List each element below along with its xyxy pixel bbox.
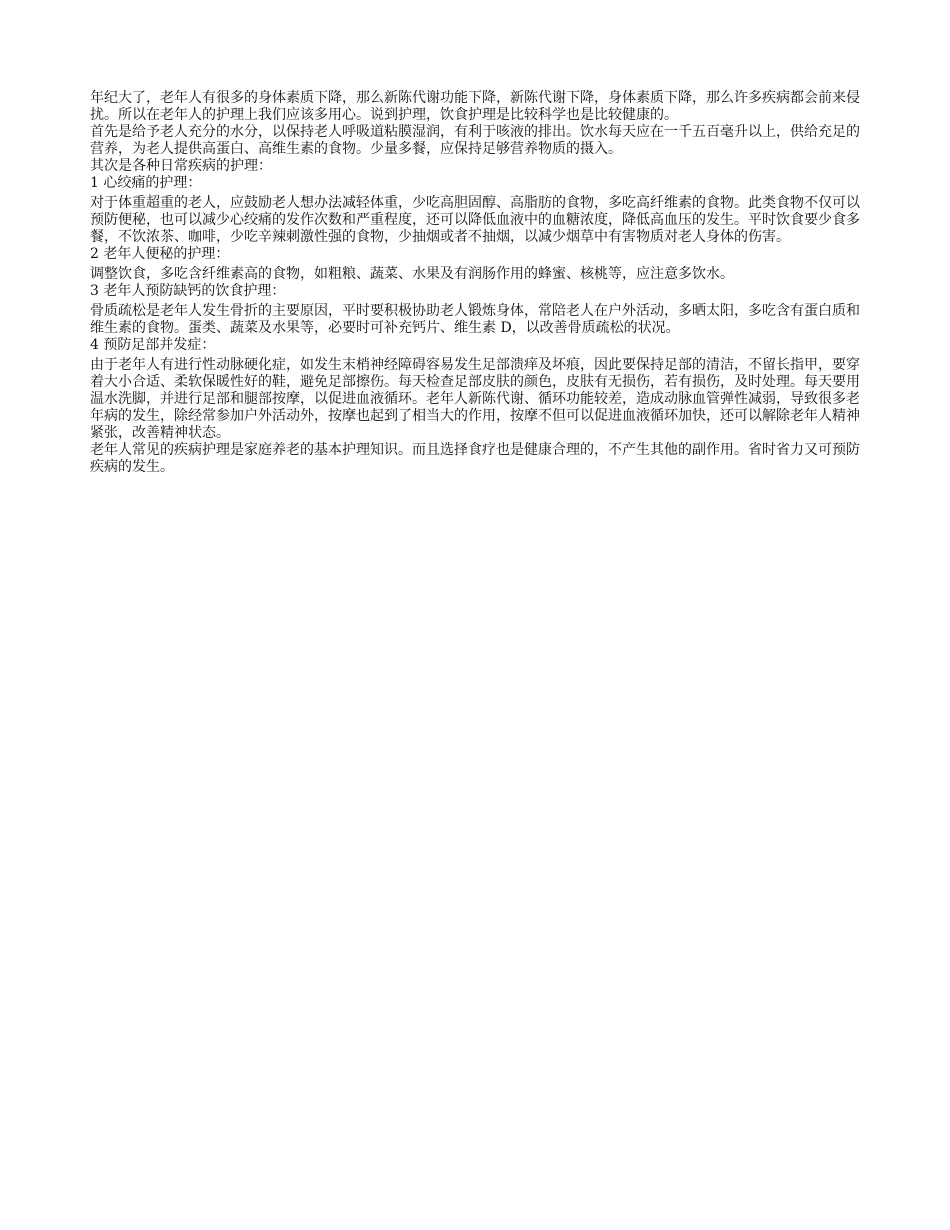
conclusion-paragraph: 老年人常见的疾病护理是家庭养老的基本护理知识。而且选择食疗也是健康合理的，不产生其他的副作用。省时省力又可预防疾病的发生。 [90,442,860,475]
section-heading-constipation: 2 老年人便秘的护理： [90,246,230,262]
intro-paragraph: 年纪大了，老年人有很多的身体素质下降，那么新陈代谢功能下降，新陈代谢下降，身体素质下降，那么许多疾病都会前来侵扰。所以在老年人的护理上我们应该多用心。说到护理，饮食护理是比较科学也是比较健康的。 [90,90,860,123]
section-heading-calcium: 3 老年人预防缺钙的饮食护理： [90,283,286,299]
section-heading-foot: 4 预防足部并发症： [90,337,216,353]
article-body [90,90,860,476]
hydration-nutrition-paragraph: 首先是给予老人充分的水分，以保持老人呼吸道粘膜湿润，有利于咳液的排出。饮水每天应在一千五百毫升以上，供给充足的营养，为老人提供高蛋白、高维生素的食物。少量多餐，应保持足够营养物质的摄入。 [90,124,860,157]
section-heading-angina: 1 心绞痛的护理： [90,175,202,191]
angina-care-paragraph: 对于体重超重的老人，应鼓励老人想办法减轻体重，少吃高胆固醇、高脂肪的食物，多吃高纤维素的食物。此类食物不仅可以预防便秘，也可以减少心绞痛的发作次数和严重程度，还可以降低血液中的血糖浓度，降低高血压的发生。平时饮食要少食多餐，不饮浓茶、咖啡，少吃辛辣刺激性强的食物，少抽烟或者不抽烟，以减少烟草中有害物质对老人身体的伤害。 [90,195,860,245]
daily-diseases-intro: 其次是各种日常疾病的护理： [90,158,272,174]
calcium-care-paragraph: 骨质疏松是老年人发生骨折的主要原因，平时要积极协助老人锻炼身体，常陪老人在户外活动，多晒太阳，多吃含有蛋白质和维生素的食物。蛋类、蔬菜及水果等，必要时可补充钙片、维生素 D，以改善骨质疏松的状况。 [90,303,860,336]
foot-care-paragraph: 由于老年人有进行性动脉硬化症，如发生末梢神经障碍容易发生足部溃痒及坏痕，因此要保持足部的清洁，不留长指甲，要穿着大小合适、柔软保暖性好的鞋，避免足部擦伤。每天检查足部皮肤的颜色，皮肤有无损伤，若有损伤，及时处理。每天要用温水洗脚，并进行足部和腿部按摩，以促进血液循环。老年人新陈代谢、循环功能较差，造成动脉血管弹性减弱，导致很多老年病的发生，除经常参加户外活动外，按摩也起到了相当大的作用，按摩不但可以促进血液循环加快，还可以解除老年人精神紧张，改善精神状态。 [90,357,860,441]
constipation-care-paragraph: 调整饮食，多吃含纤维素高的食物，如粗粮、蔬菜、水果及有润肠作用的蜂蜜、核桃等，应注意多饮水。 [90,266,734,282]
